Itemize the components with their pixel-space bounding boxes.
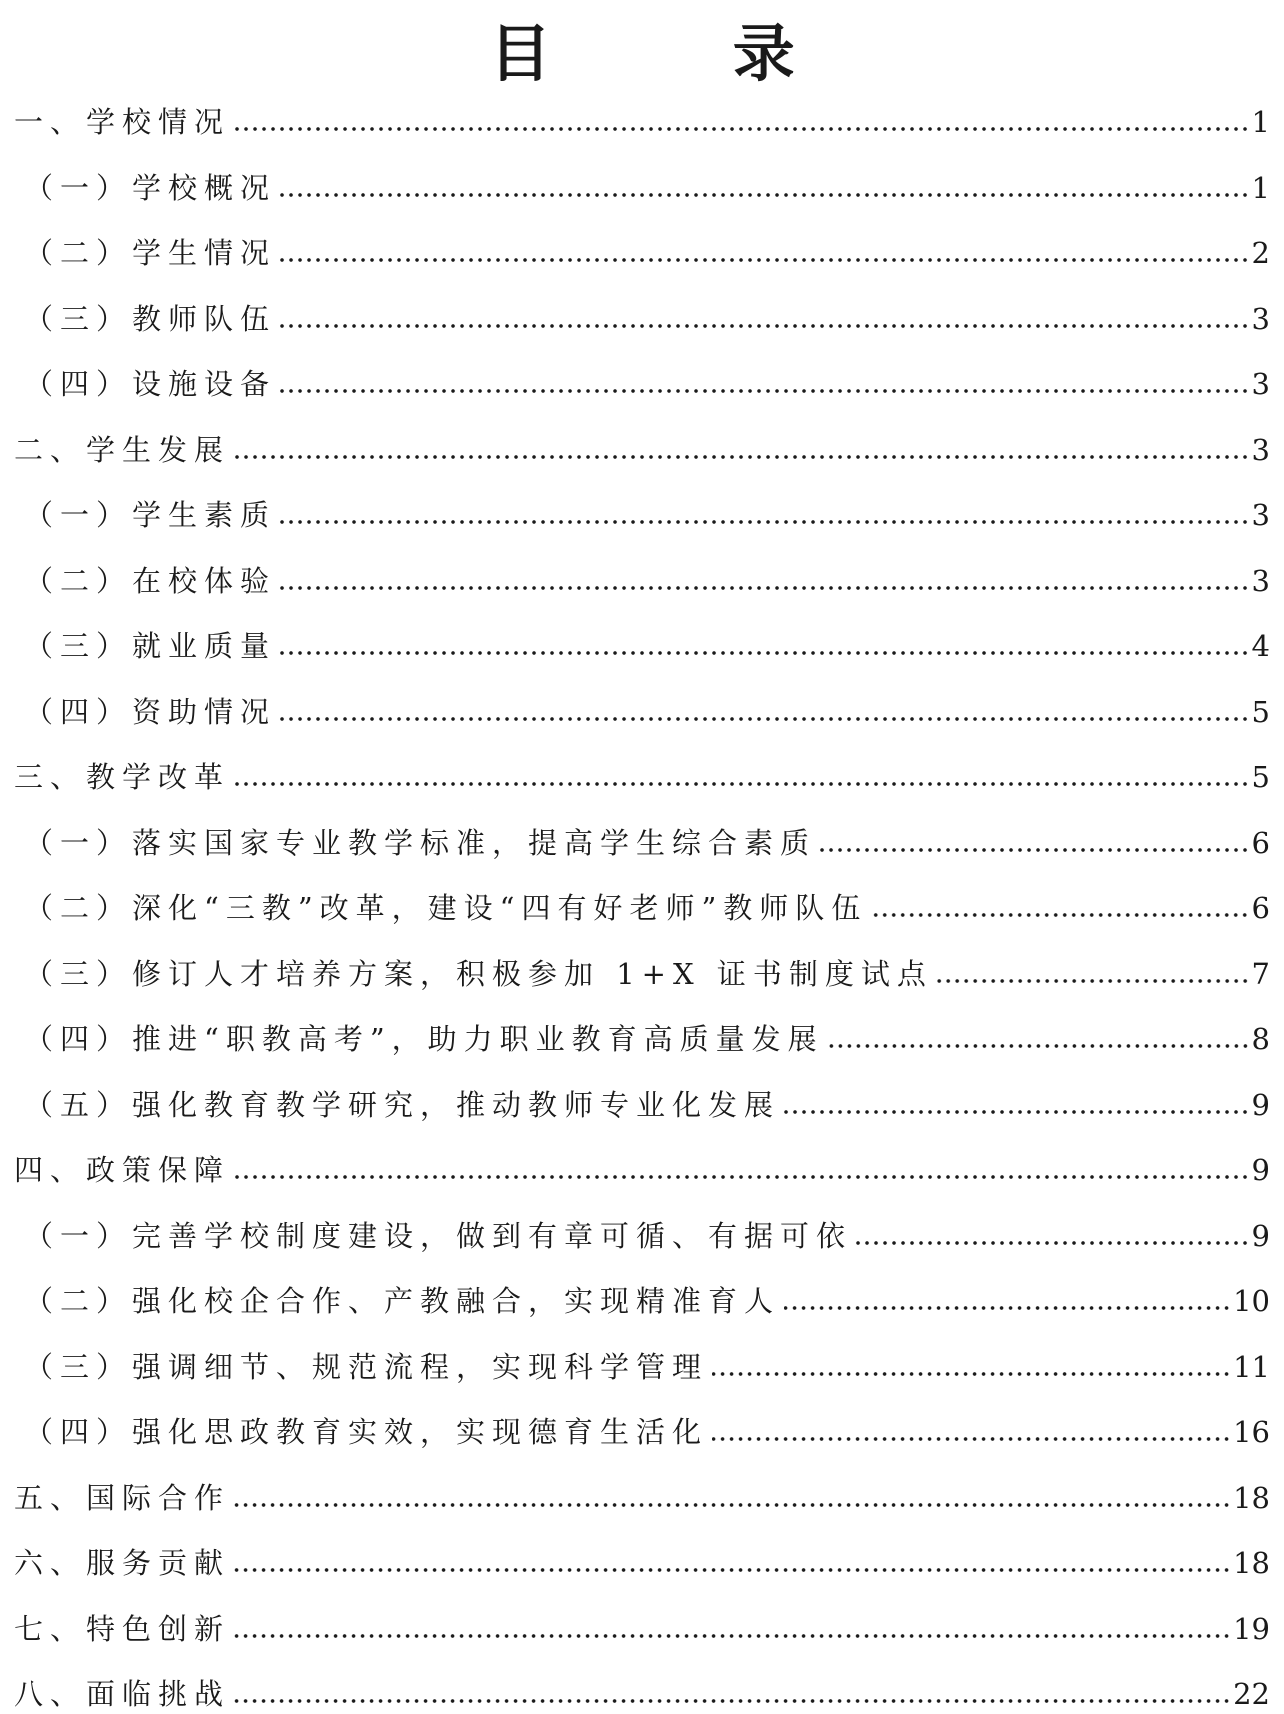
toc-entry-text: （三）强调细节、规范流程，实现科学管理 bbox=[24, 1350, 709, 1384]
toc-page-number: 18 bbox=[1233, 1481, 1270, 1515]
toc-page-number: 16 bbox=[1233, 1415, 1270, 1449]
toc-page-number: 1 bbox=[1251, 105, 1270, 139]
toc-entry-text: 三、教学改革 bbox=[14, 760, 231, 794]
toc-page-number: 3 bbox=[1251, 433, 1270, 467]
toc-entry[interactable] bbox=[14, 753, 1270, 797]
toc-entry-text: （二）强化校企合作、产教融合，实现精准育人 bbox=[24, 1284, 781, 1318]
toc-entry-text: （二）深化“三教”改革，建设“四有好老师”教师队伍 bbox=[24, 891, 868, 925]
toc-entry-text: （三）教师队伍 bbox=[24, 302, 277, 336]
toc-entry-text: 八、面临挑战 bbox=[14, 1677, 231, 1711]
toc-page-number: 6 bbox=[1251, 891, 1270, 925]
toc-dot-leader bbox=[280, 586, 1250, 590]
toc-entry[interactable] bbox=[24, 1277, 1270, 1321]
toc-page-number: 5 bbox=[1251, 760, 1270, 794]
toc-page-number: 8 bbox=[1251, 1022, 1270, 1056]
toc-dot-leader bbox=[856, 1241, 1250, 1245]
toc-entry-text: （四）推进“职教高考”，助力职业教育高质量发展 bbox=[24, 1022, 824, 1056]
toc-dot-leader bbox=[234, 782, 1250, 786]
toc-entry[interactable] bbox=[14, 1670, 1270, 1714]
toc-page-number: 6 bbox=[1251, 826, 1270, 860]
toc-page-number: 19 bbox=[1233, 1612, 1270, 1646]
toc-entry[interactable] bbox=[24, 164, 1270, 208]
toc-entry-text: （一）学生素质 bbox=[24, 498, 277, 532]
toc-page-number: 9 bbox=[1251, 1088, 1270, 1122]
toc-entry[interactable] bbox=[24, 360, 1270, 404]
toc-entry[interactable] bbox=[14, 426, 1270, 470]
toc-page-number: 18 bbox=[1233, 1546, 1270, 1580]
toc-dot-leader bbox=[712, 1437, 1231, 1441]
toc-page-number: 9 bbox=[1251, 1153, 1270, 1187]
toc-dot-leader bbox=[937, 979, 1250, 983]
toc-page-number: 1 bbox=[1251, 171, 1270, 205]
toc-page-number: 4 bbox=[1251, 629, 1270, 663]
toc-entry-text: 六、服务贡献 bbox=[14, 1546, 231, 1580]
toc-dot-leader bbox=[280, 520, 1250, 524]
toc-dot-leader bbox=[280, 651, 1250, 655]
toc-page-number: 11 bbox=[1233, 1350, 1270, 1384]
toc-page-number: 7 bbox=[1251, 957, 1270, 991]
toc-page-number: 22 bbox=[1233, 1677, 1270, 1711]
toc-entry-text: （三）就业质量 bbox=[24, 629, 277, 663]
toc-entry-text: （四）设施设备 bbox=[24, 367, 277, 401]
toc-entry[interactable] bbox=[24, 1015, 1270, 1059]
toc-entry[interactable] bbox=[24, 491, 1270, 535]
toc-dot-leader bbox=[234, 1503, 1231, 1507]
toc-entry-text: （四）资助情况 bbox=[24, 695, 277, 729]
toc-entry[interactable] bbox=[24, 1343, 1270, 1387]
toc-entry[interactable] bbox=[24, 1212, 1270, 1256]
toc-entry-text: （一）完善学校制度建设，做到有章可循、有据可依 bbox=[24, 1219, 853, 1253]
toc-dot-leader bbox=[234, 1699, 1231, 1703]
toc-dot-leader bbox=[280, 193, 1250, 197]
toc-entry-text: 五、国际合作 bbox=[14, 1481, 231, 1515]
toc-title: 目 录 bbox=[489, 17, 875, 90]
toc-dot-leader bbox=[280, 389, 1250, 393]
toc-entry[interactable] bbox=[14, 1146, 1270, 1190]
toc-entry[interactable] bbox=[14, 1605, 1270, 1649]
toc-page-number: 2 bbox=[1251, 236, 1270, 270]
toc-entry-text: 二、学生发展 bbox=[14, 433, 231, 467]
toc-entry[interactable] bbox=[24, 688, 1270, 732]
toc-dot-leader bbox=[280, 324, 1250, 328]
toc-entry[interactable] bbox=[24, 622, 1270, 666]
toc-entry[interactable] bbox=[24, 229, 1270, 273]
toc-entry[interactable] bbox=[24, 1408, 1270, 1452]
toc-entry[interactable] bbox=[14, 98, 1270, 142]
toc-entry-text: （一）落实国家专业教学标准，提高学生综合素质 bbox=[24, 826, 817, 860]
toc-dot-leader bbox=[828, 1044, 1250, 1048]
toc-dot-leader bbox=[820, 848, 1250, 852]
toc-entry-text: （五）强化教育教学研究，推动教师专业化发展 bbox=[24, 1088, 781, 1122]
toc-entry-text: （一）学校概况 bbox=[24, 171, 277, 205]
toc-entry[interactable] bbox=[24, 950, 1270, 994]
toc-page-number: 10 bbox=[1233, 1284, 1270, 1318]
toc-dot-leader bbox=[280, 258, 1250, 262]
toc-entry[interactable] bbox=[24, 295, 1270, 339]
toc-entry[interactable] bbox=[24, 819, 1270, 863]
toc-dot-leader bbox=[871, 913, 1249, 917]
toc-dot-leader bbox=[234, 455, 1250, 459]
toc-dot-leader bbox=[280, 717, 1250, 721]
toc-entry-text: 四、政策保障 bbox=[14, 1153, 231, 1187]
toc-page-number: 5 bbox=[1251, 695, 1270, 729]
toc-page-number: 3 bbox=[1251, 564, 1270, 598]
toc-entry[interactable] bbox=[24, 1081, 1270, 1125]
toc-page-number: 3 bbox=[1251, 498, 1270, 532]
toc-dot-leader bbox=[234, 1634, 1231, 1638]
toc-dot-leader bbox=[784, 1110, 1250, 1114]
toc-entry[interactable] bbox=[14, 1539, 1270, 1583]
toc-entry[interactable] bbox=[24, 557, 1270, 601]
toc-entry-text: 七、特色创新 bbox=[14, 1612, 231, 1646]
toc-entry-text: （二）学生情况 bbox=[24, 236, 277, 270]
toc-entry[interactable] bbox=[24, 884, 1270, 928]
toc-dot-leader bbox=[234, 1175, 1250, 1179]
toc-page-number: 3 bbox=[1251, 302, 1270, 336]
toc-entry-text: 一、学校情况 bbox=[14, 105, 231, 139]
toc-entry[interactable] bbox=[14, 1474, 1270, 1518]
toc-dot-leader bbox=[234, 127, 1250, 131]
toc-entry-text: （四）强化思政教育实效，实现德育生活化 bbox=[24, 1415, 709, 1449]
toc-dot-leader bbox=[712, 1372, 1231, 1376]
toc-entry-text: （三）修订人才培养方案，积极参加 1+X 证书制度试点 bbox=[24, 957, 933, 991]
toc-page-number: 3 bbox=[1251, 367, 1270, 401]
toc-dot-leader bbox=[784, 1306, 1231, 1310]
toc-entry-text: （二）在校体验 bbox=[24, 564, 277, 598]
toc-page-number: 9 bbox=[1251, 1219, 1270, 1253]
toc-dot-leader bbox=[234, 1568, 1231, 1572]
